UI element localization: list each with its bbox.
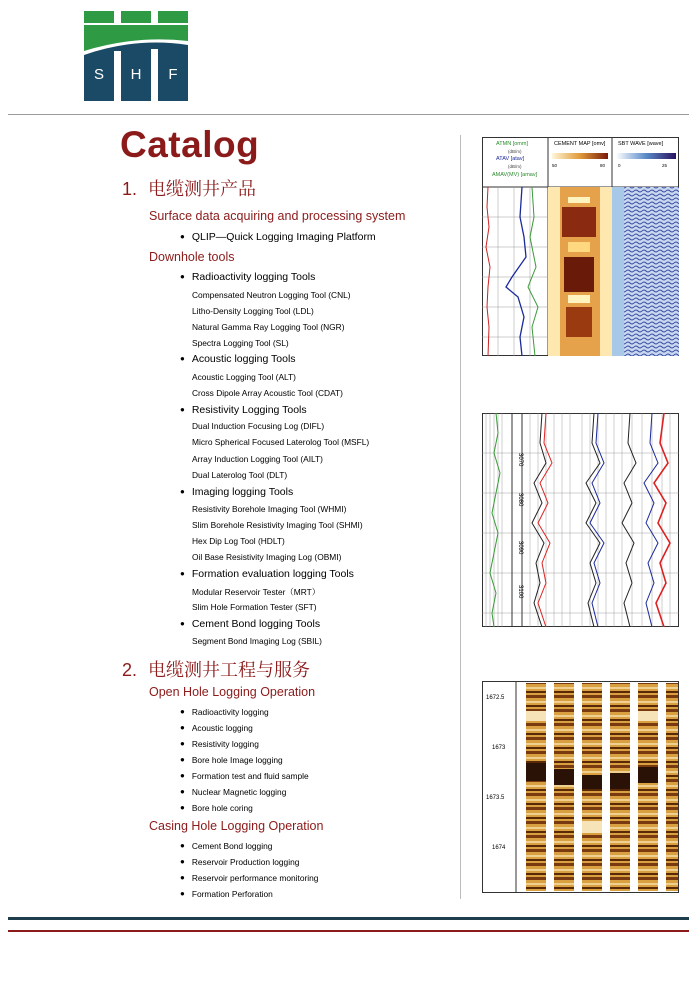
section-2-title: 电缆测井工程与服务	[148, 660, 311, 680]
service-item: ● Cement Bond logging	[180, 841, 272, 851]
panel2-depth-label: 3070	[517, 453, 523, 467]
panel3-depth-label: 1674	[492, 845, 506, 851]
service-item: ● Formation Perforation	[180, 889, 273, 899]
service-item: ● Formation test and fluid sample	[180, 771, 309, 781]
tool-item: Array Induction Logging Tool (AILT)	[192, 454, 323, 464]
tool-item: Litho-Density Logging Tool (LDL)	[192, 306, 314, 316]
service-item: ● Resistivity logging	[180, 739, 259, 749]
group-imaging: ● Imaging logging Tools	[180, 486, 293, 498]
panel1-scale: 80	[600, 163, 606, 168]
service-item: ● Reservoir Production logging	[180, 857, 299, 867]
tool-item: Hex Dip Log Tool (HDLT)	[192, 536, 285, 546]
group-resistivity: ● Resistivity Logging Tools	[180, 404, 307, 416]
panel1-header-3: SBT WAVE [wave]	[618, 141, 664, 147]
section-2-heading	[122, 656, 310, 682]
panel1-header-1: ATMN [omm]	[496, 141, 528, 147]
subheading-surface-system: Surface data acquiring and processing system	[149, 209, 406, 223]
tool-item: Cross Dipole Array Acoustic Tool (CDAT)	[192, 388, 343, 398]
panel1-scale: 0	[618, 163, 621, 168]
panel1-legend-1: (dB/m)	[508, 149, 522, 154]
tool-item: Oil Base Resistivity Imaging Log (OBMI)	[192, 552, 342, 562]
tool-item: Acoustic Logging Tool (ALT)	[192, 372, 296, 382]
subheading-casing-hole: Casing Hole Logging Operation	[149, 819, 324, 833]
panel1-legend-4: AMAV(MV) [amav]	[492, 172, 538, 178]
tool-item: Modular Reservoir Tester（MRT）	[192, 587, 321, 597]
group-formation-evaluation: ● Formation evaluation logging Tools	[180, 568, 354, 580]
logo-letter-f: F	[168, 66, 178, 83]
panel2-depth-label: 3080	[517, 493, 523, 507]
logo-letter-h: H	[130, 66, 142, 83]
shf-logo	[84, 11, 188, 101]
tool-item: Micro Spherical Focused Laterolog Tool (MSFL)	[192, 437, 370, 447]
column-divider	[460, 135, 461, 899]
panel3-depth-label: 1672.5	[486, 695, 505, 701]
tool-item: Compensated Neutron Logging Tool (CNL)	[192, 290, 351, 300]
group-radioactivity: ● Radioactivity logging Tools	[180, 271, 315, 283]
service-item: ● Bore hole coring	[180, 803, 253, 813]
panel1-legend-3: (dB/m)	[508, 164, 522, 169]
logo-letter-s: S	[93, 66, 105, 83]
service-item: ● Nuclear Magnetic logging	[180, 787, 286, 797]
tool-item: Spectra Logging Tool (SL)	[192, 338, 289, 348]
service-item: ● Radioactivity logging	[180, 707, 269, 717]
tool-item: Resistivity Borehole Imaging Tool (WHMI)	[192, 504, 347, 514]
group-cement-bond: ● Cement Bond logging Tools	[180, 618, 320, 630]
tool-item: Slim Borehole Resistivity Imaging Tool (SHMI)	[192, 520, 363, 530]
panel1-header-2: CEMENT MAP [omv]	[554, 141, 606, 147]
subheading-downhole-tools: Downhole tools	[149, 250, 235, 264]
panel3-depth-label: 1673.5	[486, 795, 505, 801]
panel2-depth-label: 3100	[517, 585, 523, 599]
footer-bar-dark	[8, 917, 689, 920]
resistivity-log-image	[482, 413, 679, 627]
tool-item: Natural Gamma Ray Logging Tool (NGR)	[192, 322, 345, 332]
borehole-image-log	[482, 681, 679, 893]
subheading-open-hole: Open Hole Logging Operation	[149, 685, 316, 699]
tool-item: Dual Induction Focusing Log (DIFL)	[192, 421, 325, 431]
panel2-depth-label: 3090	[517, 541, 523, 555]
tool-item: Dual Laterolog Tool (DLT)	[192, 470, 288, 480]
footer-bar-red	[8, 930, 689, 932]
header-divider	[8, 114, 689, 115]
panel1-scale: 50	[552, 163, 558, 168]
panel3-depth-label: 1673	[492, 745, 506, 751]
group-acoustic: ● Acoustic logging Tools	[180, 353, 296, 365]
page-title: Catalog	[120, 124, 260, 165]
section-1-number: 1.	[122, 179, 138, 199]
service-item: ● Acoustic logging	[180, 723, 253, 733]
section-1-title: 电缆测井产品	[148, 179, 257, 199]
panel1-legend-2: ATAV [atav]	[496, 156, 525, 162]
service-item: ● Reservoir performance monitoring	[180, 873, 318, 883]
section-1-heading	[122, 175, 256, 201]
tool-item: Segment Bond Imaging Log (SBIL)	[192, 636, 322, 646]
panel1-scale: 25	[662, 163, 668, 168]
service-item: ● Bore hole Image logging	[180, 755, 283, 765]
tool-item: Slim Hole Formation Tester (SFT)	[192, 602, 317, 612]
section-2-number: 2.	[122, 660, 138, 680]
cement-bond-log-image	[482, 137, 679, 356]
bullet-qlip: ● QLIP—Quick Logging Imaging Platform	[180, 231, 376, 243]
